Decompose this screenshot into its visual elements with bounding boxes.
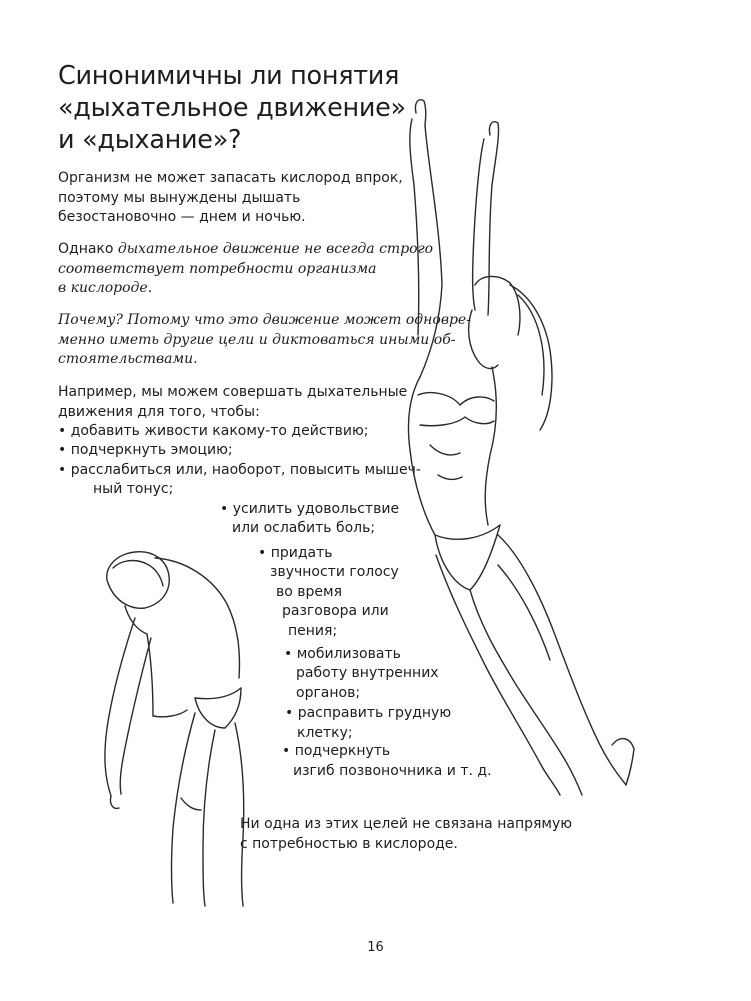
period: . — [193, 351, 198, 367]
italic-text: стоятельствами — [58, 351, 194, 367]
bullet-item-continued: работу внутренних — [296, 665, 439, 681]
lead-text: Однако — [58, 241, 118, 257]
text-line: поэтому мы вынуждены дышать — [58, 189, 301, 206]
paragraph-why — [58, 311, 471, 370]
page-title — [58, 60, 418, 156]
bullet-item-continued: пения; — [288, 623, 338, 639]
text-line: Организм не может запасать кислород впрок, — [58, 170, 403, 186]
text-line: Например, мы можем совершать дыхательные — [58, 384, 408, 400]
text-line: соответствует потребности организма — [58, 260, 377, 277]
title-line: и «дыхание»? — [58, 125, 242, 155]
text-line: менно иметь другие цели и диктоваться иными об- — [58, 331, 456, 348]
italic-text: дыхательное движение не всегда строго — [117, 241, 434, 257]
text-line — [58, 350, 388, 370]
text-line — [58, 240, 434, 260]
bullet-item-continued: разговора или — [282, 603, 389, 619]
title-line: «дыхательное движение» — [58, 93, 406, 123]
bullet-item-continued: звучности голосу — [270, 564, 399, 580]
paragraph-however — [58, 240, 434, 299]
bullet-item: • подчеркнуть эмоцию; — [58, 442, 233, 458]
bullet-item: • придать — [258, 545, 333, 561]
leaping-woman-illustration — [380, 95, 670, 805]
bullet-item: • подчеркнуть — [282, 743, 391, 759]
bullet-item-continued: или ослабить боль; — [232, 520, 376, 536]
paragraph-example — [58, 383, 408, 422]
bullet-item: • добавить живости какому-то действию; — [58, 423, 369, 439]
bullet-item: • мобилизовать — [284, 646, 401, 662]
paragraph-oxygen — [58, 169, 403, 228]
bullet-item-continued: ный тонус; — [93, 481, 174, 497]
title-line: Синонимичны ли понятия — [58, 61, 400, 91]
bending-man-illustration — [95, 548, 285, 908]
text-line: в кислороде. — [58, 280, 153, 296]
text-line: Почему? Потому что это движение может одновре- — [58, 312, 471, 328]
text-line: с потребностью в кислороде. — [240, 835, 458, 852]
text-line: Ни одна из этих целей не связана напрямую — [240, 816, 573, 832]
page-number: 16 — [367, 940, 384, 955]
conclusion — [240, 815, 573, 854]
bullet-item: • усилить удовольствие — [220, 501, 400, 517]
bullet-item: • расслабиться или, наоборот, повысить мышеч- — [58, 462, 421, 478]
bullet-item-continued: во время — [276, 584, 343, 600]
bullet-item: • расправить грудную — [285, 705, 452, 721]
text-line: безостановочно — днем и ночью. — [58, 209, 306, 225]
bullet-item-continued: изгиб позвоночника и т. д. — [293, 763, 492, 779]
bullet-item-continued: клетку; — [297, 725, 353, 741]
bullet-item-continued: органов; — [296, 685, 361, 701]
text-line: движения для того, чтобы: — [58, 403, 260, 420]
